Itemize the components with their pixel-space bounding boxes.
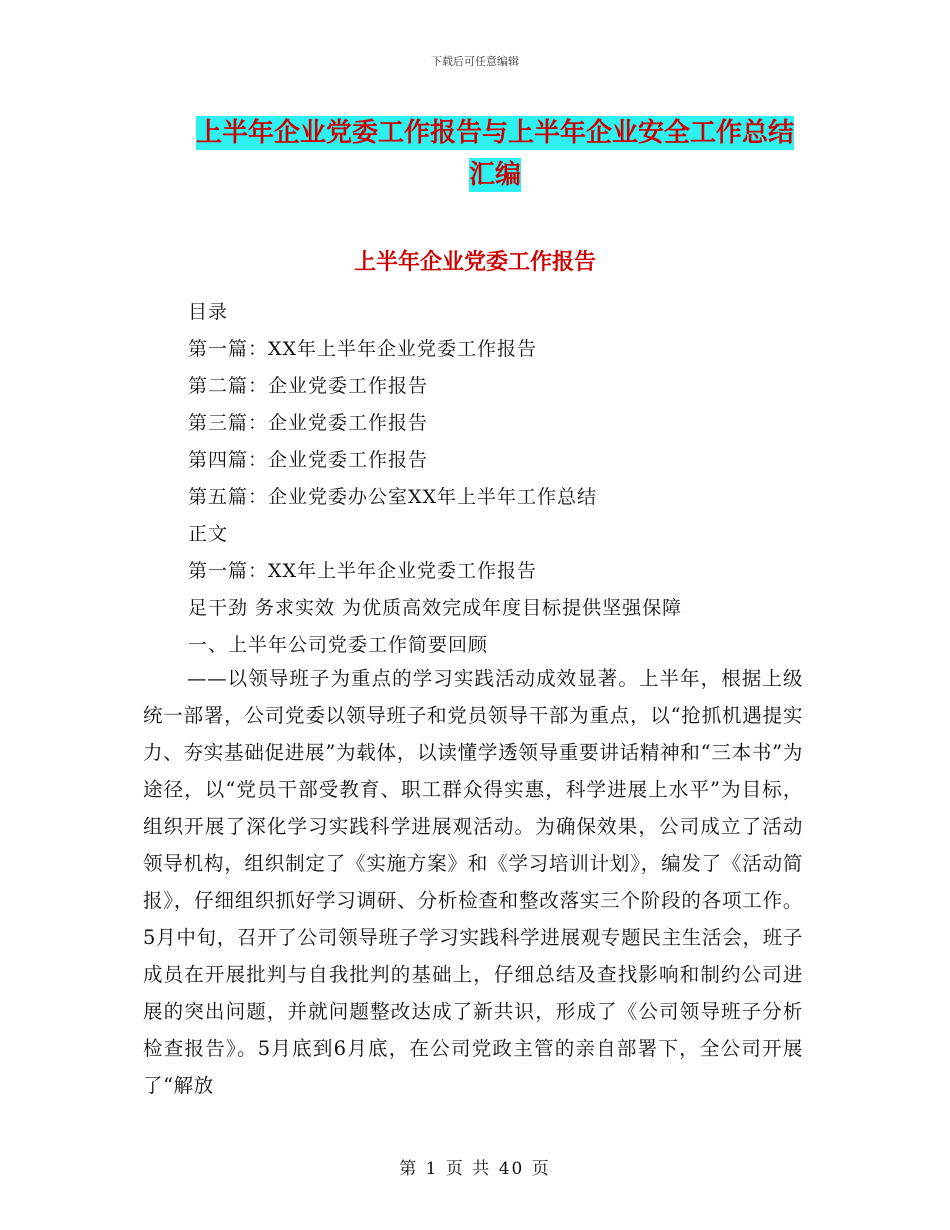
body-paragraph: ——以领导班子为重点的学习实践活动成效显著。上半年，根据上级统一部署，公司党委以领导班子和党员领导干部为重点，以“抢抓机遇提实力、夯实基础促进展”为载体，以读懂学透领导重要讲话精神和“三本书”为途径，以“党员干部受教育、职工群众得实惠，科学进展上水平”为目标，组织开展了深化学习实践科学进展观活动。为确保效果，公司成立了活动领导机构，组织制定了《实施方案》和《学习培训计划》，编发了《活动简报》，仔细组织抓好学习调研、分析检查和整改落实三个阶段的各项工作。5月中旬，召开了公司领导班子学习实践科学进展观专题民主生活会，班子成员在开展批判与自我批判的基础上，仔细总结及查找影响和制约公司进展的突出问题，并就问题整改达成了新共识，形成了《公司领导班子分析检查报告》。5月底到6月底，在公司党政主管的亲自部署下，全公司开展了“解放 [143,667,803,1097]
toc-item: 第四篇：企业党委工作报告 [188,449,429,471]
section-title: 上半年企业党委工作报告 [353,250,596,275]
toc-item: 第三篇：企业党委工作报告 [188,412,429,434]
main-title-line-1: 上半年企业党委工作报告与上半年企业安全工作总结 [195,118,794,148]
page-footer: 第 1 页 共 40 页 [399,1159,551,1179]
toc-item: 正文 [188,523,229,545]
header-note: 下载后可任意编辑 [431,55,519,68]
toc-item: 目录 [188,301,229,323]
toc-item: 第一篇：XX年上半年企业党委工作报告 [188,338,538,360]
toc-item: 第一篇：XX年上半年企业党委工作报告 [188,560,538,582]
table-of-contents [188,294,808,664]
toc-item: 第二篇：企业党委工作报告 [188,375,429,397]
main-title [150,112,840,196]
toc-item: 第五篇：企业党委办公室XX年上半年工作总结 [188,486,598,508]
main-title-line-2: 汇编 [468,160,521,190]
toc-item: 足干劲 务求实效 为优质高效完成年度目标提供坚强保障 [188,597,683,619]
toc-item: 一、上半年公司党委工作简要回顾 [188,634,489,656]
